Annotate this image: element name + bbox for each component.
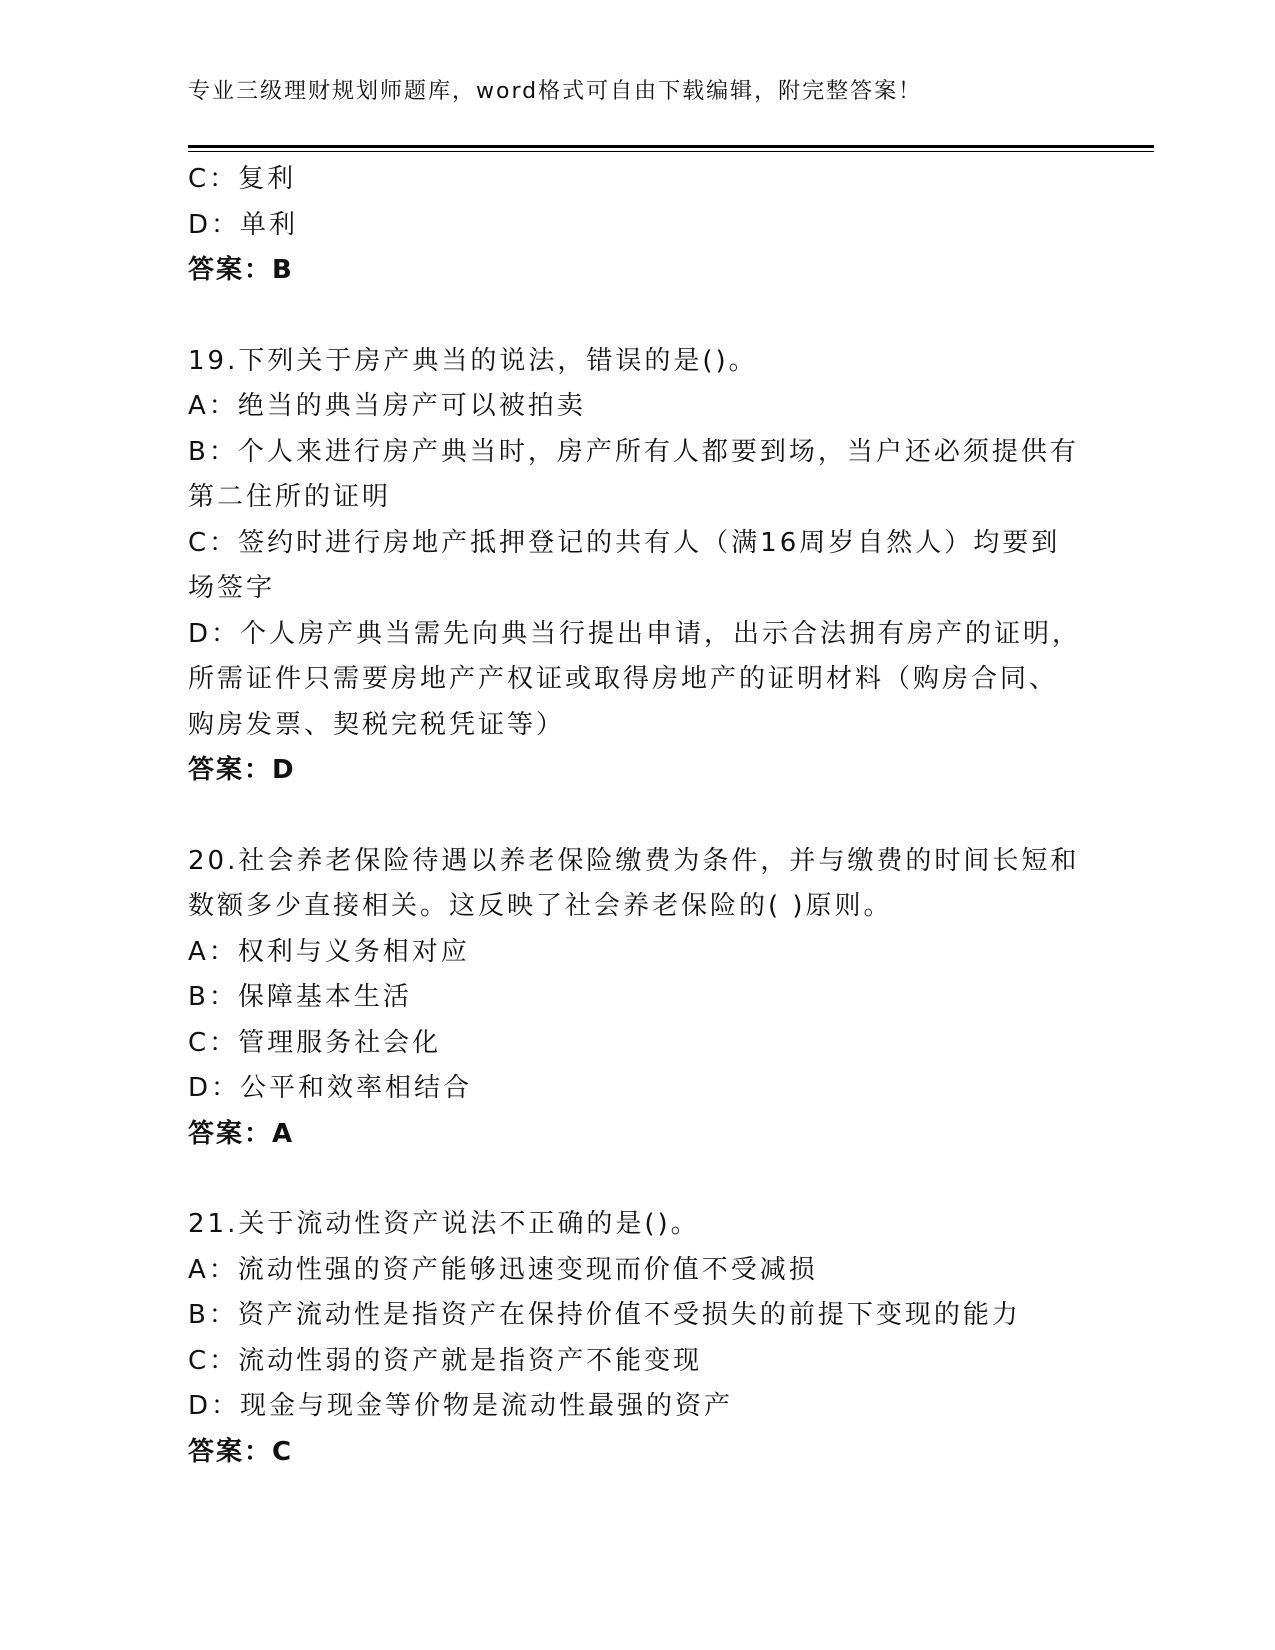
option-a: A：流动性强的资产能够迅速变现而价值不受减损 <box>188 1254 818 1285</box>
question-stem-cont: 数额多少直接相关。这反映了社会养老保险的( )原则。 <box>188 891 893 921</box>
header-rule-thin <box>188 151 1154 152</box>
spacer <box>188 794 1088 839</box>
spacer <box>188 1157 1088 1202</box>
question-21 <box>188 1202 1088 1475</box>
answer: 答案：B <box>188 255 294 285</box>
question-19 <box>188 339 1088 794</box>
previous-question-tail <box>188 157 1088 294</box>
answer: 答案：C <box>188 1436 294 1467</box>
option-d: D：公平和效率相结合 <box>188 1073 473 1103</box>
option-c: C：复利 <box>188 164 297 194</box>
page-header: 专业三级理财规划师题库，word格式可自由下载编辑，附完整答案！ <box>188 79 923 104</box>
question-20 <box>188 839 1088 1158</box>
option-a: A：绝当的典当房产可以被拍卖 <box>188 391 586 421</box>
question-stem: 20.社会养老保险待遇以养老保险缴费为条件，并与缴费的时间长短和 <box>188 845 1080 876</box>
question-content <box>188 157 1088 1475</box>
option-b: B：资产流动性是指资产在保持价值不受损失的前提下变现的能力 <box>188 1300 1021 1330</box>
option-c: C：管理服务社会化 <box>188 1027 442 1058</box>
option-d-cont: 所需证件只需要房地产产权证或取得房地产的证明材料（购房合同、 <box>188 664 1059 694</box>
answer: 答案：D <box>188 755 296 785</box>
option-b: B：个人来进行房产典当时，房产所有人都要到场，当户还必须提供有 <box>188 436 1079 467</box>
spacer <box>188 294 1088 339</box>
option-c: C：流动性弱的资产就是指资产不能变现 <box>188 1345 703 1376</box>
option-d: D：单利 <box>188 209 299 240</box>
option-b: B：保障基本生活 <box>188 982 412 1012</box>
question-stem: 21.关于流动性资产说法不正确的是()。 <box>188 1209 700 1239</box>
option-b-cont: 第二住所的证明 <box>188 482 392 512</box>
answer: 答案：A <box>188 1118 295 1149</box>
header-rule-thick <box>188 145 1154 148</box>
option-d-cont: 购房发票、契税完税凭证等） <box>188 709 566 740</box>
option-d: D：现金与现金等价物是流动性最强的资产 <box>188 1391 734 1421</box>
option-d: D：个人房产典当需先向典当行提出申请，出示合法拥有房产的证明， <box>188 618 1082 649</box>
option-a: A：权利与义务相对应 <box>188 936 470 967</box>
option-c-cont: 场签字 <box>188 573 276 603</box>
question-stem: 19.下列关于房产典当的说法，错误的是()。 <box>188 345 758 376</box>
option-c: C：签约时进行房地产抵押登记的共有人（满16周岁自然人）均要到 <box>188 527 1061 558</box>
